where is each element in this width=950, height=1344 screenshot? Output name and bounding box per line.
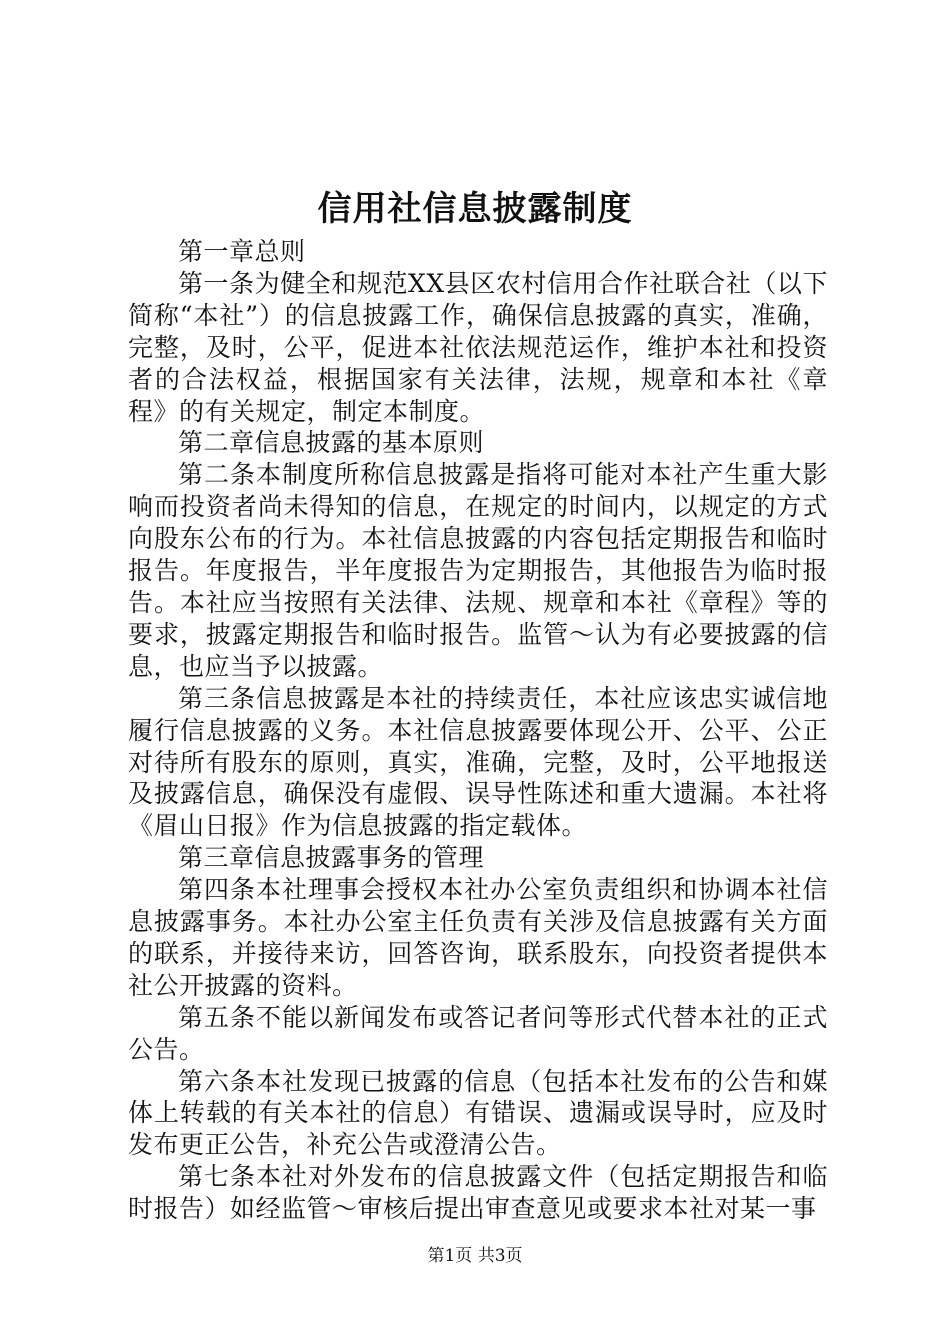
article-paragraph: 第二条本制度所称信息披露是指将可能对本社产生重大影响而投资者尚未得知的信息，在规定的时间内，以规定的方式向股东公布的行为。本社信息披露的内容包括定期报告和临时报告。年度报告，半年度报告为定期报告，其他报告为临时报告。本社应当按照有关法律、法规、规章和本社《章程》等的要求，披露定期报告和临时报告。监管～认为有必要披露的信息，也应当予以披露。 bbox=[128, 460, 828, 681]
article-paragraph: 第六条本社发现已披露的信息（包括本社发布的公告和媒体上转载的有关本社的信息）有错误、遗漏或误导时，应及时发布更正公告，补充公告或澄清公告。 bbox=[128, 1066, 828, 1160]
chapter-heading: 第三章信息披露事务的管理 bbox=[178, 843, 485, 873]
article-paragraph: 第七条本社对外发布的信息披露文件（包括定期报告和临时报告）如经监管～审核后提出审查意见或要求本社对某一事 bbox=[128, 1162, 828, 1224]
article-paragraph: 第一条为健全和规范XX县区农村信用合作社联合社（以下简称“本社”）的信息披露工作，确保信息披露的真实，准确，完整，及时，公平，促进本社依法规范运作，维护本社和投资者的合法权益，根据国家有关法律，法规，规章和本社《章程》的有关规定，制定本制度。 bbox=[128, 268, 828, 426]
chapter-heading: 第二章信息披露的基本原则 bbox=[178, 428, 485, 458]
article-paragraph: 第五条不能以新闻发布或答记者问等形式代替本社的正式公告。 bbox=[128, 1002, 828, 1064]
page-footer: 第1页 共3页 bbox=[427, 1246, 523, 1266]
article-paragraph: 第四条本社理事会授权本社办公室负责组织和协调本社信息披露事务。本社办公室主任负责有关涉及信息披露有关方面的联系，并接待来访，回答咨询，联系股东，向投资者提供本社公开披露的资料。 bbox=[128, 875, 828, 1000]
chapter-heading: 第一章总则 bbox=[178, 237, 306, 266]
article-paragraph: 第三条信息披露是本社的持续责任，本社应该忠实诚信地履行信息披露的义务。本社信息披露要体现公开、公平、公正对待所有股东的原则，真实，准确，完整，及时，公平地报送及披露信息，确保没有虚假、误导性陈述和重大遗漏。本社将《眉山日报》作为信息披露的指定载体。 bbox=[128, 683, 828, 841]
document-title: 信用社信息披露制度 bbox=[317, 189, 633, 229]
document-body bbox=[128, 236, 828, 1225]
